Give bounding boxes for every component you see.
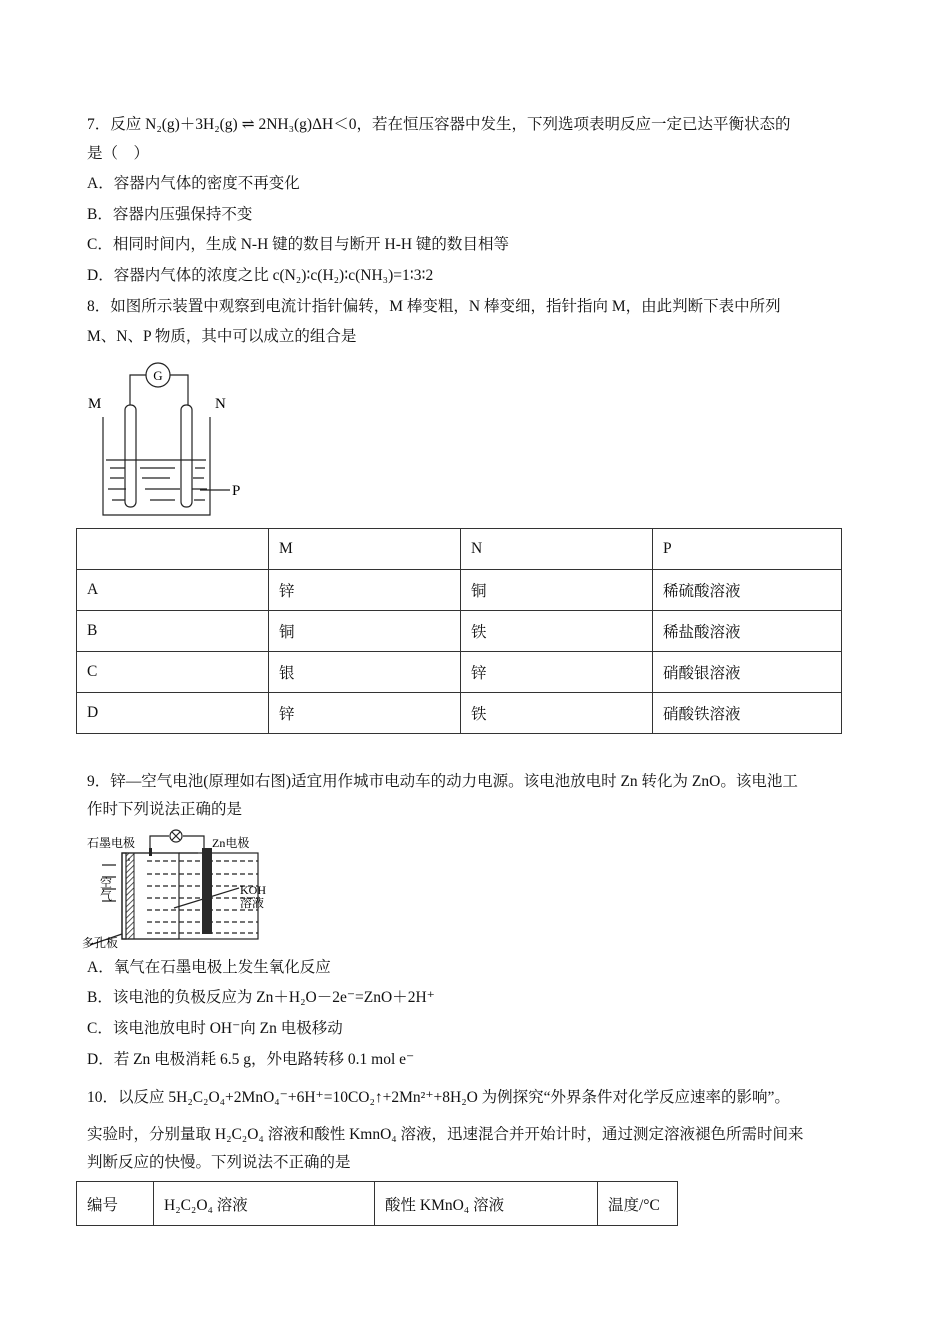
table-cell: A xyxy=(77,570,269,611)
q9-stem-cont: 作时下列说法正确的是 xyxy=(87,801,243,818)
q7-option-c: C．相同时间内，生成 N-H 键的数目与断开 H-H 键的数目相等 xyxy=(87,236,509,253)
table-cell: C xyxy=(77,652,269,693)
galvanic-cell-figure xyxy=(80,360,260,525)
table-header: N xyxy=(461,529,653,570)
table-cell: 稀硫酸溶液 xyxy=(653,570,842,611)
electrode-m-label: M xyxy=(88,396,102,412)
table-row xyxy=(77,652,842,693)
table-header: 酸性 KMnO₄ 溶液 xyxy=(375,1182,598,1226)
graphite-electrode-label: 石墨电极 xyxy=(87,836,136,850)
q7-option-b: B．容器内压强保持不变 xyxy=(87,206,253,223)
table-cell: 锌 xyxy=(269,693,461,734)
galvanometer-label: G xyxy=(153,368,163,383)
q7-stem: 7．反应 N₂(g)＋3H₂(g) ⇌ 2NH₃(g)ΔH＜0，若在恒压容器中发生，下列选项表明反应一定已达平衡状态的 xyxy=(87,116,791,133)
table-header-row xyxy=(77,1182,678,1226)
q10-table xyxy=(76,1181,678,1226)
q9-stem: 9．锌—空气电池(原理如右图)适宜用作城市电动车的动力电源。该电池放电时 Zn 转化为 ZnO。该电池工 xyxy=(87,773,798,790)
koh-solution-label: 溶液 xyxy=(240,896,265,910)
table-header: 温度/°C xyxy=(598,1182,678,1226)
table-cell: 铁 xyxy=(461,693,653,734)
table-cell: D xyxy=(77,693,269,734)
electrode-n-label: N xyxy=(215,396,226,412)
table-cell: B xyxy=(77,611,269,652)
air-label-2: 气 xyxy=(100,889,113,903)
table-header: 编号 xyxy=(77,1182,154,1226)
q10-stem-cont: 实验时，分别量取 H₂C₂O₄ 溶液和酸性 KmnO₄ 溶液，迅速混合并开始计时，通过测定溶液褪色所需时间来 xyxy=(87,1126,804,1143)
table-row xyxy=(77,611,842,652)
q10-stem-cont2: 判断反应的快慢。下列说法不正确的是 xyxy=(87,1154,351,1171)
table-header-row xyxy=(77,529,842,570)
q9-option-d: D．若 Zn 电极消耗 6.5 g，外电路转移 0.1 mol e⁻ xyxy=(87,1051,415,1068)
q8-stem: 8．如图所示装置中观察到电流计指针偏转，M 棒变粗，N 棒变细，指针指向 M，由此判断下表中所列 xyxy=(87,298,781,315)
air-label-1: 空 xyxy=(100,876,113,890)
table-row xyxy=(77,693,842,734)
table-cell: 铜 xyxy=(269,611,461,652)
q8-stem-cont: M、N、P 物质，其中可以成立的组合是 xyxy=(87,328,357,345)
q7-stem-cont: 是（ ） xyxy=(87,145,150,162)
table-header: H₂C₂O₄ 溶液 xyxy=(154,1182,375,1226)
q9-option-a: A．氧气在石墨电极上发生氧化反应 xyxy=(87,959,331,976)
table-cell: 稀盐酸溶液 xyxy=(653,611,842,652)
table-header: P xyxy=(653,529,842,570)
table-header xyxy=(77,529,269,570)
q7-option-a: A．容器内气体的密度不再变化 xyxy=(87,175,300,192)
table-cell: 锌 xyxy=(269,570,461,611)
zn-electrode-label: Zn电极 xyxy=(212,836,250,850)
electrolyte-p-label: P xyxy=(232,483,241,499)
zinc-air-battery-figure xyxy=(82,826,282,951)
q9-option-c: C．该电池放电时 OH⁻向 Zn 电极移动 xyxy=(87,1020,343,1037)
table-cell: 铜 xyxy=(461,570,653,611)
koh-label: KOH xyxy=(240,883,266,897)
table-row xyxy=(77,570,842,611)
table-cell: 硝酸银溶液 xyxy=(653,652,842,693)
q10-stem: 10．以反应 5H₂C₂O₄+2MnO₄⁻+6H⁺=10CO₂↑+2Mn²⁺+8H₂O 为例探究“外界条件对化学反应速率的影响”。 xyxy=(87,1089,790,1106)
porous-plate-label: 多孔板 xyxy=(82,936,119,950)
q8-table xyxy=(76,528,842,734)
table-header: M xyxy=(269,529,461,570)
table-cell: 银 xyxy=(269,652,461,693)
table-cell: 铁 xyxy=(461,611,653,652)
table-cell: 锌 xyxy=(461,652,653,693)
q7-option-d: D．容器内气体的浓度之比 c(N₂)∶c(H₂)∶c(NH₃)=1∶3∶2 xyxy=(87,267,434,284)
q9-option-b: B．该电池的负极反应为 Zn＋H₂O－2e⁻=ZnO＋2H⁺ xyxy=(87,989,435,1006)
table-cell: 硝酸铁溶液 xyxy=(653,693,842,734)
